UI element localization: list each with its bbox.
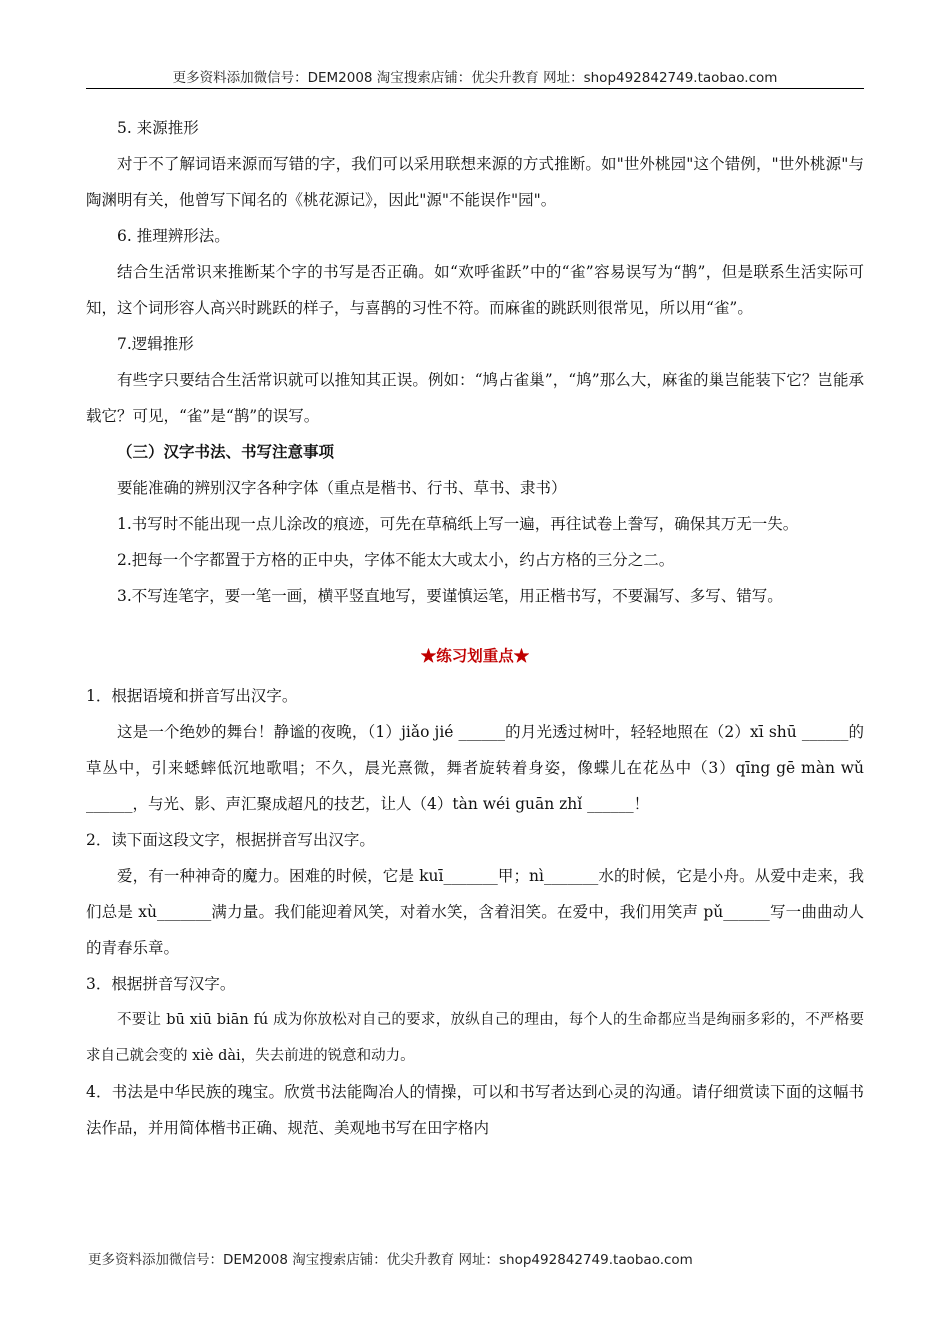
method-7-body: 有些字只要结合生活常识就可以推知其正误。例如：“鸠占雀巢”，“鸠”那么大，麻雀的巢岂能装下它？岂能承载它？可见，“雀”是“鹊”的误写。 xyxy=(86,371,864,425)
question-3-title: 3．根据拼音写汉字。 xyxy=(86,975,236,993)
question-1-body: 这是一个绝妙的舞台！静谧的夜晚，（1）jiǎo jié ______的月光透过树叶，轻轻地照在（2）xī shū ______的草丛中，引来蟋蟀低沉地歌唱；不久，晨光熹微，舞者旋转着身姿，像蝶儿在花丛中（3）qīng gē màn wǔ ______，与光、影、声汇聚成超凡的技艺，让人（4）tàn wéi guān zhǐ ______！ xyxy=(86,723,864,813)
question-3-body: 不要让 bū xiū biān fú 成为你放松对自己的要求，放纵自己的理由，每个人的生命都应当是绚丽多彩的，不严格要求自己就会变的 xiè dài，失去前进的锐意和动力。 xyxy=(86,1012,864,1064)
page-header: 更多资料添加微信号：DEM2008 淘宝搜索店铺：优尖升教育 网址：shop492842749.taobao.com xyxy=(172,70,778,86)
section-3-item-2: 2.把每一个字都置于方格的正中央，字体不能太大或太小，约占方格的三分之二。 xyxy=(117,551,675,569)
question-2-body: 爱，有一种神奇的魔力。困难的时候，它是 kuī_______甲；nì_______水的时候，它是小舟。从爱中走来，我们总是 xù_______满力量。我们能迎着风笑，对着水笑，含着泪笑。在爱中，我们用笑声 pǔ______写一曲曲动人的青春乐章。 xyxy=(86,867,864,957)
method-5-title: 5. 来源推形 xyxy=(117,119,199,137)
section-3-item-3: 3.不写连笔字，要一笔一画，横平竖直地写，要谨慎运笔，用正楷书写，不要漏写、多写、错写。 xyxy=(117,587,783,605)
section-3-title: （三）汉字书法、书写注意事项 xyxy=(117,442,335,461)
practice-title: ★练习划重点★ xyxy=(420,646,530,665)
method-5-body: 对于不了解词语来源而写错的字，我们可以采用联想来源的方式推断。如"世外桃园"这个错例，"世外桃源"与陶渊明有关，他曾写下闻名的《桃花源记》，因此"源"不能误作"园"。 xyxy=(86,155,864,209)
method-6-title: 6. 推理辨形法。 xyxy=(117,227,230,245)
page-footer: 更多资料添加微信号：DEM2008 淘宝搜索店铺：优尖升教育 网址：shop492842749.taobao.com xyxy=(88,1252,693,1268)
document-body xyxy=(86,110,864,1146)
method-7-title: 7.逻辑推形 xyxy=(117,335,194,353)
question-2-title: 2．读下面这段文字，根据拼音写出汉字。 xyxy=(86,831,375,849)
section-3-item-1: 1.书写时不能出现一点儿涂改的痕迹，可先在草稿纸上写一遍，再往试卷上誊写，确保其万无一失。 xyxy=(117,515,799,533)
question-1-title: 1．根据语境和拼音写出汉字。 xyxy=(86,687,298,705)
method-6-body: 结合生活常识来推断某个字的书写是否正确。如“欢呼雀跃”中的“雀”容易误写为“鹊”，但是联系生活实际可知，这个词形容人高兴时跳跃的样子，与喜鹊的习性不符。而麻雀的跳跃则很常见，所以用“雀”。 xyxy=(86,263,864,317)
question-4-body: 4．书法是中华民族的瑰宝。欣赏书法能陶冶人的情操，可以和书写者达到心灵的沟通。请仔细赏读下面的这幅书法作品，并用简体楷书正确、规范、美观地书写在田字格内 xyxy=(86,1083,864,1137)
section-3-intro: 要能准确的辨别汉字各种字体（重点是楷书、行书、草书、隶书） xyxy=(117,479,567,497)
header-rule xyxy=(86,88,864,89)
